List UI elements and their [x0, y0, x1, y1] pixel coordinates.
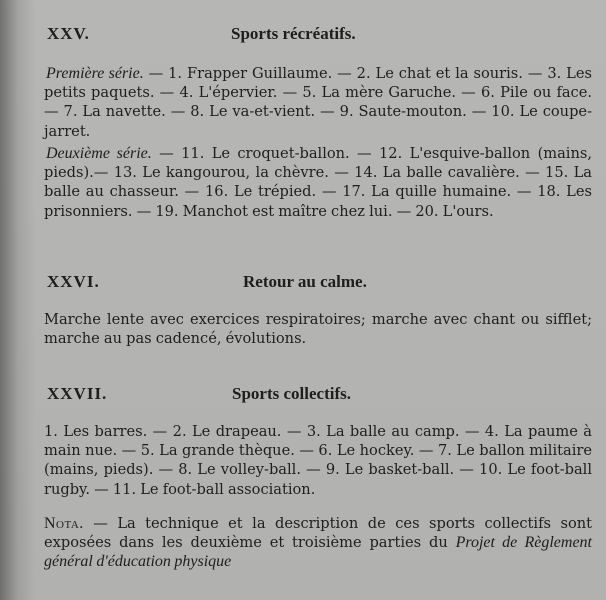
section-title: Sports récréatifs. — [231, 24, 356, 43]
note-label: Nota. — [44, 515, 84, 532]
section-heading — [0, 272, 606, 294]
section-xxv — [0, 24, 606, 46]
paragraph-premiere-serie — [44, 64, 592, 141]
note-italic-reference: Projet de Règlement général d'éducation physique — [44, 534, 593, 571]
section-xxvi — [0, 272, 606, 294]
section-number: XXV. — [47, 24, 90, 43]
paragraph-deuxieme-serie — [44, 144, 592, 221]
series-label: Deuxième série. — [46, 145, 152, 162]
section-title: Retour au calme. — [243, 272, 367, 291]
section-heading — [0, 24, 606, 46]
paragraph-sports-collectifs: 1. Les barres. — 2. Le drapeau. — 3. La balle au camp. — 4. La paume à main nue. — 5. La grande thèque. — 6. Le hockey. — 7. Le ballon militaire (mains, pieds). — 8. Le volley-ball. — 9. Le basket-ball. — 10. Le foot-ball rugby. — 11. Le foot-ball association. — [44, 423, 592, 498]
section-number: XXVI. — [47, 272, 100, 291]
paragraph-nota — [44, 514, 592, 572]
section-title: Sports collectifs. — [232, 384, 351, 403]
series-label: Première série. — [46, 65, 144, 82]
section-heading — [0, 384, 606, 406]
note-text: — La technique et la description de ces sports collectifs sont exposées dans les deuxième et troisième parties du — [44, 515, 592, 552]
section-number: XXVII. — [47, 384, 108, 403]
series-text: — 11. Le croquet-ballon. — 12. L'esquive-ballon (mains, pieds).— 13. Le kangourou, la chèvre. — 14. La balle cavalière. — 15. La balle au chasseur. — 16. Le trépied. — 17. La quille humaine. — 18. Les prisonniers. — 19. Manchot est maître chez lui. — 20. L'ours. — [44, 145, 592, 220]
paragraph-retour-au-calme: Marche lente avec exercices respiratoires; marche avec chant ou sifflet; marche au pas cadencé, évolutions. — [44, 311, 592, 348]
series-text: — 1. Frapper Guillaume. — 2. Le chat et la souris. — 3. Les petits paquets. — 4. L'épervier. — 5. La mère Garuche. — 6. Pile ou face. — 7. La navette. — 8. Le va-et-vient. — 9. Saute-mouton. — 10. Le coupe-jarret. — [44, 65, 592, 140]
section-xxvii — [0, 384, 606, 406]
